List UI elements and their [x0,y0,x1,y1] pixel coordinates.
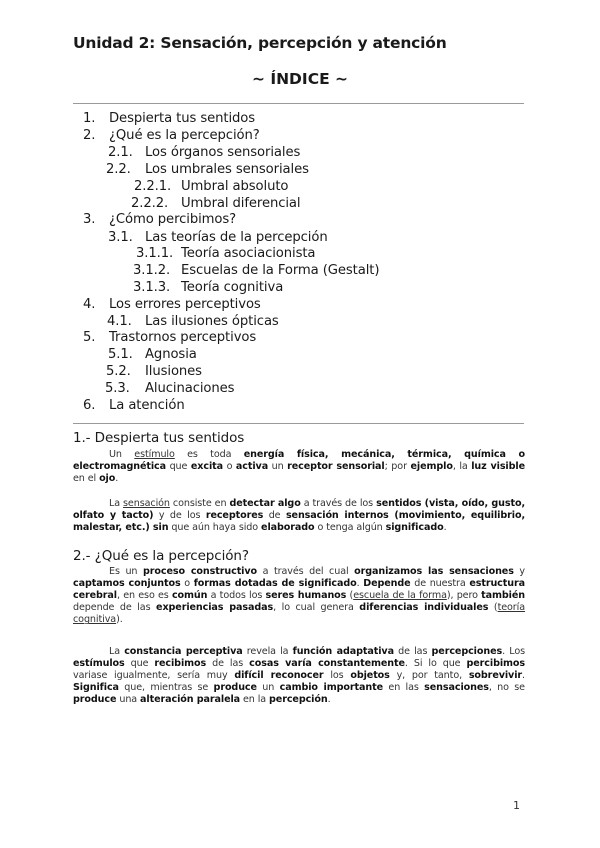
toc-text: Teoría asociacionista [181,246,316,261]
divider-top [73,103,524,104]
paragraph-percepcion: Es un proceso constructivo a través del cual organizamos las sensaciones y captamos conjuntos o formas dotadas de significado. Depende de nuestra estructura cerebral, en eso es común a todos los seres humanos (escuela de la forma), pero también depende de las experiencias pasadas, lo cual genera diferencias individuales (teoría cognitiva). [73,566,526,626]
toc-number: 3.1.1. [136,246,174,261]
toc-text: Los órganos sensoriales [145,145,301,160]
toc-number: 4. [83,297,96,312]
toc-heading: ~ ÍNDICE ~ [251,70,349,88]
divider-bottom [73,423,524,424]
toc-number: 6. [83,398,96,413]
toc-number: 3.1. [108,230,133,245]
toc-text: Umbral diferencial [181,196,301,211]
toc-number: 5.1. [108,347,133,362]
toc-text: ¿Qué es la percepción? [109,128,260,143]
toc-number: 1. [83,111,96,126]
toc-text: Despierta tus sentidos [109,111,256,126]
paragraph-sensacion: La sensación consiste en detectar algo a través de los sentidos (vista, oído, gusto, olfato y tacto) y de los receptores de sensación internos (movimiento, equilibrio, malestar, etc.) sin que aún haya sido elaborado o tenga algún significado. [73,498,525,534]
document-title: Unidad 2: Sensación, percepción y atención [73,34,447,52]
toc-number: 2.1. [108,145,133,160]
toc-text: Escuelas de la Forma (Gestalt) [181,263,380,278]
toc-number: 2.2.2. [131,196,169,211]
toc-text: La atención [109,398,185,413]
paragraph-constancia: La constancia perceptiva revela la función adaptativa de las percepciones. Los estímulos que recibimos de las cosas varía constantemente. Si lo que percibimos variase igualmente, sería muy difícil reconocer los objetos y, por tanto, sobrevivir. Significa que, mientras se produce un cambio importante en las sensaciones, no se produce una alteración paralela en la percepción. [73,646,526,706]
toc-number: 5.3. [105,381,130,396]
toc-text: Trastornos perceptivos [109,330,257,345]
toc-text: Umbral absoluto [181,179,289,194]
toc-number: 3. [83,212,96,227]
toc-number: 5. [83,330,96,345]
toc-text: Ilusiones [145,364,202,379]
toc-number: 4.1. [107,314,132,329]
paragraph-estimulo: Un estímulo es toda energía física, mecánica, térmica, química o electromagnética que excita o activa un receptor sensorial; por ejemplo, la luz visible en el ojo. [73,449,526,485]
toc-text: ¿Cómo percibimos? [109,212,237,227]
toc-number: 3.1.2. [133,263,171,278]
toc-number: 2.2.1. [134,179,172,194]
toc-text: Las teorías de la percepción [145,230,328,245]
toc-number: 3.1.3. [133,280,171,295]
toc-text: Las ilusiones ópticas [145,314,279,329]
section-heading-2: 2.- ¿Qué es la percepción? [73,548,249,564]
toc-number: 5.2. [106,364,131,379]
toc-text: Alucinaciones [145,381,235,396]
toc-text: Agnosia [145,347,197,362]
toc-text: Los umbrales sensoriales [145,162,309,177]
toc-text: Los errores perceptivos [109,297,261,312]
toc-number: 2.2. [106,162,131,177]
section-heading-1: 1.- Despierta tus sentidos [73,430,245,446]
toc-text: Teoría cognitiva [181,280,284,295]
toc-number: 2. [83,128,96,143]
page-number: 1 [513,799,520,812]
